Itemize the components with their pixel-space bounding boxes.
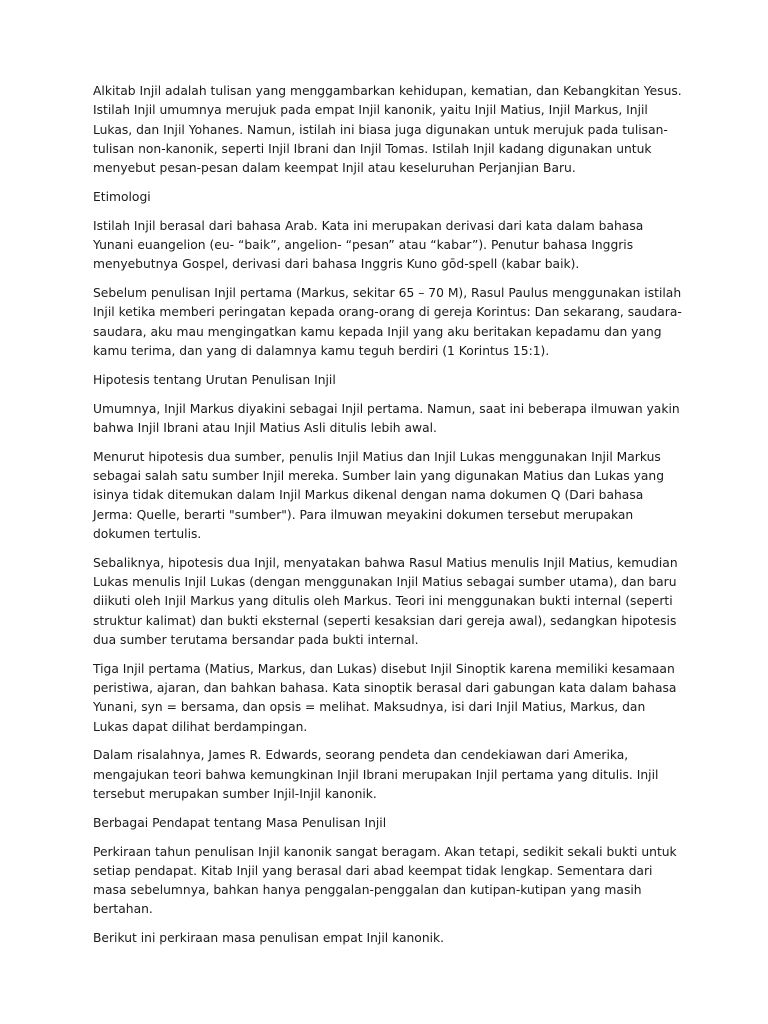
paragraph-berikut: Berikut ini perkiraan masa penulisan empat Injil kanonik.	[93, 931, 445, 946]
paragraph-dua-sumber: Menurut hipotesis dua sumber, penulis Injil Matius dan Injil Lukas menggunakan Injil Markus sebagai salah satu sumber Injil mereka. Sumber lain yang digunakan Matius dan Lukas yang isinya tidak ditemukan dalam Injil Markus dikenal dengan nama dokumen Q (Dari bahasa Jerma: Quelle, berarti "sumber"). Para ilmuwan meyakini dokumen tersebut merupakan dokumen tertulis.	[93, 449, 665, 541]
paragraph-perkiraan: Perkiraan tahun penulisan Injil kanonik sangat beragam. Akan tetapi, sedikit sekali bukti untuk setiap pendapat. Kitab Injil yang berasal dari abad keempat tidak lengkap. Sementara dari masa sebelumnya, bahkan hanya penggalan-penggalan dan kutipan-kutipan yang masih bertahan.	[93, 844, 677, 917]
heading-hipotesis: Hipotesis tentang Urutan Penulisan Injil	[93, 372, 336, 387]
heading-etimologi: Etimologi	[93, 189, 151, 204]
paragraph-etimologi: Istilah Injil berasal dari bahasa Arab. Kata ini merupakan derivasi dari kata dalam bahasa Yunani euangelion (eu- “baik”, angelion- “pesan” atau “kabar”). Penutur bahasa Inggris menyebutnya Gospel, derivasi dari bahasa Inggris Kuno gōd-spell (kabar baik).	[93, 218, 644, 272]
paragraph-dua-injil: Sebaliknya, hipotesis dua Injil, menyatakan bahwa Rasul Matius menulis Injil Matius, kemudian Lukas menulis Injil Lukas (dengan menggunakan Injil Matius sebagai sumber utama), dan baru diikuti oleh Injil Markus yang ditulis oleh Markus. Teori ini menggunakan bukti internal (seperti struktur kalimat) dan bukti eksternal (seperti kesaksian dari gereja awal), sedangkan hipotesis dua sumber terutama bersandar pada bukti internal.	[93, 555, 678, 647]
paragraph-intro: Alkitab Injil adalah tulisan yang menggambarkan kehidupan, kematian, dan Kebangkitan Yesus. Istilah Injil umumnya merujuk pada empat Injil kanonik, yaitu Injil Matius, Injil Markus, Injil Lukas, dan Injil Yohanes. Namun, istilah ini biasa juga digunakan untuk merujuk pada tulisan-tulisan non-kanonik, seperti Injil Ibrani dan Injil Tomas. Istilah Injil kadang digunakan untuk menyebut pesan-pesan dalam keempat Injil atau keseluruhan Perjanjian Baru.	[93, 84, 682, 176]
document-body	[93, 82, 683, 958]
paragraph-paulus: Sebelum penulisan Injil pertama (Markus, sekitar 65 – 70 M), Rasul Paulus menggunakan istilah Injil ketika memberi peringatan kepada orang-orang di gereja Korintus: Dan sekarang, saudara-saudara, aku mau mengingatkan kamu kepada Injil yang aku beritakan kepadamu dan yang kamu terima, dan yang di dalamnya kamu teguh berdiri (1 Korintus 15:1).	[93, 286, 682, 359]
heading-masa-penulisan: Berbagai Pendapat tentang Masa Penulisan Injil	[93, 815, 387, 830]
paragraph-markus-pertama: Umumnya, Injil Markus diyakini sebagai Injil pertama. Namun, saat ini beberapa ilmuwan yakin bahwa Injil Ibrani atau Injil Matius Asli ditulis lebih awal.	[93, 401, 680, 435]
paragraph-sinoptik: Tiga Injil pertama (Matius, Markus, dan Lukas) disebut Injil Sinoptik karena memiliki kesamaan peristiwa, ajaran, dan bahkan bahasa. Kata sinoptik berasal dari gabungan kata dalam bahasa Yunani, syn = bersama, dan opsis = melihat. Maksudnya, isi dari Injil Matius, Markus, dan Lukas dapat dilihat berdampingan.	[93, 661, 677, 734]
paragraph-edwards: Dalam risalahnya, James R. Edwards, seorang pendeta dan cendekiawan dari Amerika, mengajukan teori bahwa kemungkinan Injil Ibrani merupakan Injil pertama yang ditulis. Injil tersebut merupakan sumber Injil-Injil kanonik.	[93, 748, 659, 801]
